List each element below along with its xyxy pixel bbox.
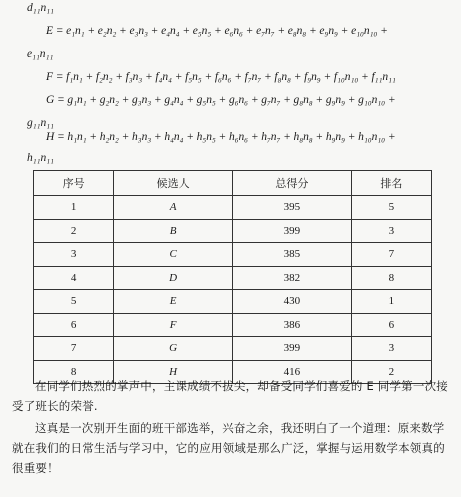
table-row <box>34 219 432 243</box>
cell-score: 385 <box>232 243 351 267</box>
equation-f: F = f₁n₁ + f₂n₂ + f₃n₃ + f₄n₄ + f₅n₅ + f₆n₆ + f₇n₇ + f₈n₈ + f₉n₉ + f₁₀n₁₀ + f₁₁n₁₁ <box>46 71 396 83</box>
equation-line: g₁₁n₁₁ <box>27 117 54 129</box>
equation-line: h₁₁n₁₁ <box>27 152 54 164</box>
results-table <box>33 170 432 384</box>
cell-index: 6 <box>34 313 114 337</box>
header-candidate: 候选人 <box>114 171 233 196</box>
cell-score: 382 <box>232 266 351 290</box>
cell-score: 430 <box>232 290 351 314</box>
cell-index: 1 <box>34 196 114 220</box>
cell-rank: 1 <box>351 290 431 314</box>
cell-index: 7 <box>34 337 114 361</box>
cell-index: 8 <box>34 360 114 384</box>
cell-rank: 6 <box>351 313 431 337</box>
table-row <box>34 243 432 267</box>
cell-candidate: B <box>114 219 233 243</box>
equation-g: G = g₁n₁ + g₂n₂ + g₃n₃ + g₄n₄ + g₅n₅ + g₆n₆ + g₇n₇ + g₈n₈ + g₉n₉ + g₁₀n₁₀ + <box>46 94 396 106</box>
cell-rank: 8 <box>351 266 431 290</box>
cell-candidate: G <box>114 337 233 361</box>
equation-line: d₁₁n₁₁ <box>27 2 54 14</box>
equation-h: H = h₁n₁ + h₂n₂ + h₃n₃ + h₄n₄ + h₅n₅ + h₆n₆ + h₇n₇ + h₈n₈ + h₉n₉ + h₁₀n₁₀ + <box>46 131 396 143</box>
table-row <box>34 196 432 220</box>
cell-rank: 7 <box>351 243 431 267</box>
equation-line: e₁₁n₁₁ <box>27 48 54 60</box>
header-index: 序号 <box>34 171 114 196</box>
cell-candidate: A <box>114 196 233 220</box>
table-row <box>34 290 432 314</box>
equation-e: E = e₁n₁ + e₂n₂ + e₃n₃ + e₄n₄ + e₅n₅ + e₆n₆ + e₇n₇ + e₈n₈ + e₉n₉ + e₁₀n₁₀ + <box>46 25 388 37</box>
cell-score: 386 <box>232 313 351 337</box>
cell-score: 416 <box>232 360 351 384</box>
table-header-row <box>34 171 432 196</box>
paragraph-reflection: 这真是一次别开生面的班干部选举，兴奋之余，我还明白了一个道理：原来数学就在我们的日常生活与学习中，它的应用领域是那么广泛，掌握与运用数学本领真的很重要！ <box>12 421 445 475</box>
cell-rank: 5 <box>351 196 431 220</box>
cell-rank: 3 <box>351 337 431 361</box>
cell-rank: 2 <box>351 360 431 384</box>
cell-index: 2 <box>34 219 114 243</box>
cell-index: 3 <box>34 243 114 267</box>
table-row <box>34 266 432 290</box>
cell-candidate: E <box>114 290 233 314</box>
cell-candidate: H <box>114 360 233 384</box>
table-row <box>34 337 432 361</box>
table-row <box>34 313 432 337</box>
cell-candidate: C <box>114 243 233 267</box>
cell-index: 4 <box>34 266 114 290</box>
cell-score: 399 <box>232 337 351 361</box>
cell-candidate: D <box>114 266 233 290</box>
header-rank: 排名 <box>351 171 431 196</box>
cell-score: 395 <box>232 196 351 220</box>
cell-rank: 3 <box>351 219 431 243</box>
cell-candidate: F <box>114 313 233 337</box>
header-score: 总得分 <box>232 171 351 196</box>
paragraph-result: 在同学们热烈的掌声中，主课成绩不拔尖，却备受同学们喜爱的 E 同学第一次接受了班长的荣誉. <box>12 379 448 413</box>
cell-score: 399 <box>232 219 351 243</box>
cell-index: 5 <box>34 290 114 314</box>
